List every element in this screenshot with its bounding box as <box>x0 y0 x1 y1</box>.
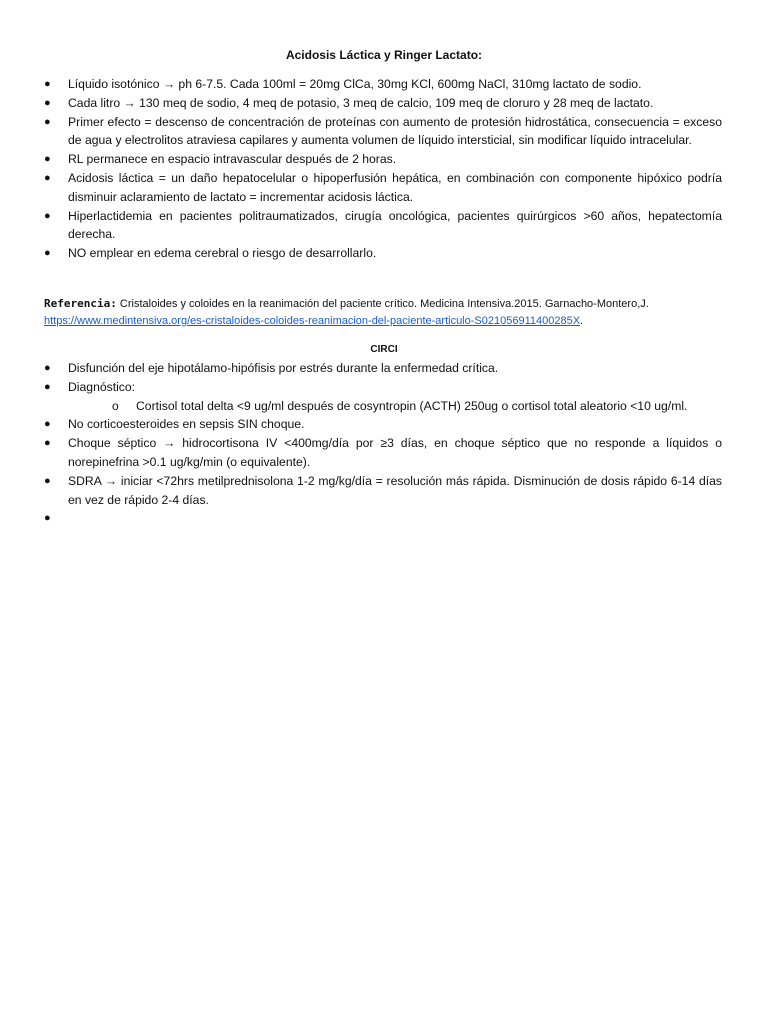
list-item-text: Primer efecto = descenso de concentración de proteínas con aumento de protesión hidrostática, consecuencia = exceso de agua y electrolitos atraviesa capilares y aumenta volumen de líquido intersticial, sin modificar líquido intracelular. <box>68 114 722 148</box>
bullet-icon: ● <box>44 209 51 222</box>
bullet-icon: ● <box>44 418 51 431</box>
lactato-bullet-list <box>44 75 722 263</box>
reference-link[interactable]: https://www.medintensiva.org/es-cristaloides-coloides-reanimacion-del-paciente-articulo-S021056911400285X <box>44 315 581 327</box>
circle-bullet-icon: o <box>112 398 119 413</box>
list-item <box>44 472 722 510</box>
section-title: Acidosis Láctica y Ringer Lactato: <box>285 48 483 62</box>
reference-block <box>44 295 734 330</box>
sub-list-item <box>68 397 722 416</box>
list-item-text: Hiperlactidemia en pacientes politraumatizados, cirugía oncológica, pacientes quirúrgicos >60 años, hepatectomía derecha. <box>68 208 722 242</box>
list-item-text: SDRA → iniciar <72hrs metilprednisolona 1-2 mg/kg/día = resolución más rápida. Disminución de dosis rápido 6-14 días en vez de rápido 2-4 días. <box>68 473 722 507</box>
circi-heading: CIRCI <box>370 344 398 355</box>
list-item <box>44 359 722 378</box>
bullet-icon: ● <box>44 153 51 166</box>
bullet-icon: ● <box>44 115 51 128</box>
list-item-text: Diagnóstico: <box>68 379 136 394</box>
list-item-text: Choque séptico → hidrocortisona IV <400mg/día por ≥3 días, en choque séptico que no responde a líquidos o norepinefrina >0.1 ug/kg/min (o equivalente). <box>68 436 722 469</box>
bullet-icon: ● <box>44 78 51 90</box>
list-item-text: Líquido isotónico → ph 6-7.5. Cada 100ml = 20mg ClCa, 30mg KCl, 600mg NaCl, 310mg lactato de sodio. <box>68 77 642 91</box>
bullet-icon: ● <box>44 474 51 487</box>
list-item <box>44 434 722 472</box>
sub-list <box>68 397 722 416</box>
list-item <box>44 94 722 113</box>
list-item-text: Disfunción del eje hipotálamo-hipófisis por estrés durante la enfermedad crítica. <box>68 361 499 375</box>
list-item <box>44 113 722 151</box>
list-item-text: No corticoesteroides en sepsis SIN choque. <box>68 417 305 432</box>
list-item <box>44 207 722 245</box>
bullet-icon: ● <box>44 512 51 525</box>
bullet-icon: ● <box>44 437 51 450</box>
bullet-icon: ● <box>44 380 51 393</box>
circi-bullet-list <box>44 359 722 528</box>
list-item-text: NO emplear en edema cerebral o riesgo de desarrollarlo. <box>68 246 377 261</box>
bullet-icon: ● <box>44 96 51 109</box>
sub-list-item-text: Cortisol total delta <9 ug/ml después de cosyntropin (ACTH) 250ug o cortisol total aleatorio <10 ug/ml. <box>136 398 688 413</box>
list-item-empty <box>44 509 722 528</box>
list-item <box>44 378 722 416</box>
bullet-icon: ● <box>44 247 51 260</box>
list-item-text: RL permanece en espacio intravascular después de 2 horas. <box>68 152 397 167</box>
list-item-text: Cada litro → 130 meq de sodio, 4 meq de potasio, 3 meq de calcio, 109 meq de cloruro y 28 meq de lactato. <box>68 95 654 110</box>
bullet-icon: ● <box>44 171 51 184</box>
list-item <box>44 415 722 434</box>
reference-label: Referencia: <box>44 297 117 310</box>
list-item <box>44 150 722 169</box>
bullet-icon: ● <box>44 362 51 374</box>
list-item <box>44 75 722 94</box>
list-item-text: Acidosis láctica = un daño hepatocelular o hipoperfusión hepática, en combinación con componente hipóxico podría disminuir aclaramiento de lactato = incrementar acidosis láctica. <box>68 170 722 204</box>
reference-trailing: . <box>580 315 584 327</box>
reference-text: Cristaloides y coloides en la reanimación del paciente crítico. Medicina Intensiva.2015. Garnacho-Montero,J. <box>119 298 649 310</box>
list-item <box>44 169 722 207</box>
list-item <box>44 244 722 263</box>
